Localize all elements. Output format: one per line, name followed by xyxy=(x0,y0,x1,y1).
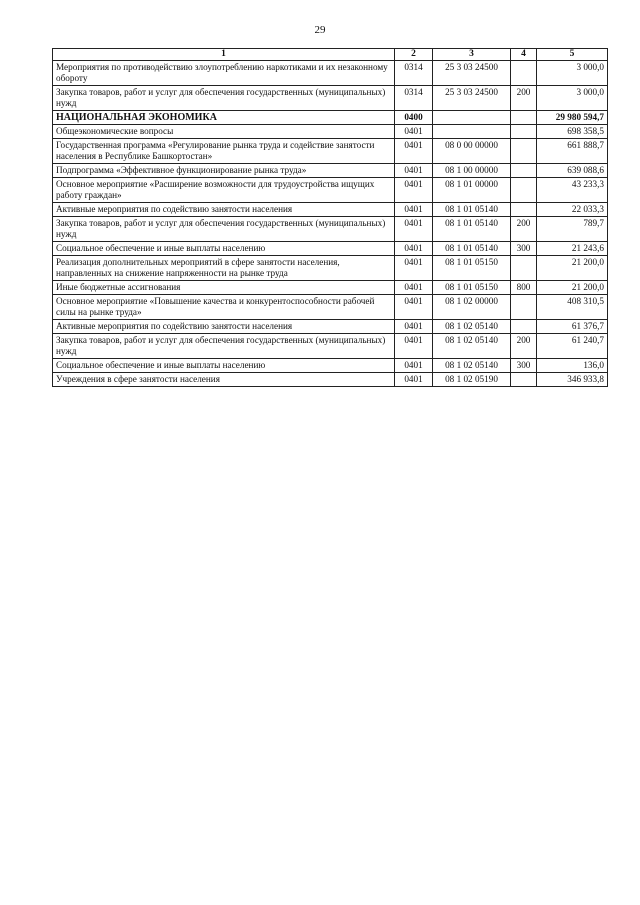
table-row xyxy=(53,111,608,125)
row-name-cell: НАЦИОНАЛЬНАЯ ЭКОНОМИКА xyxy=(53,111,395,125)
row-amount-cell: 661 888,7 xyxy=(537,139,608,164)
row-name-cell: Закупка товаров, работ и услуг для обеспечения государственных (муниципальных) нужд xyxy=(53,86,395,111)
row-section-cell: 0401 xyxy=(395,281,433,295)
row-target-article-cell: 08 0 00 00000 xyxy=(433,139,511,164)
row-name-cell: Подпрограмма «Эффективное функционирование рынка труда» xyxy=(53,164,395,178)
row-section-cell: 0401 xyxy=(395,320,433,334)
table-row xyxy=(53,373,608,387)
row-amount-cell: 22 033,3 xyxy=(537,203,608,217)
row-name-cell: Закупка товаров, работ и услуг для обеспечения государственных (муниципальных) нужд xyxy=(53,217,395,242)
row-amount-cell: 29 980 594,7 xyxy=(537,111,608,125)
row-name-cell: Учреждения в сфере занятости населения xyxy=(53,373,395,387)
table-row xyxy=(53,61,608,86)
table-row xyxy=(53,164,608,178)
row-name-cell: Иные бюджетные ассигнования xyxy=(53,281,395,295)
row-section-cell: 0401 xyxy=(395,373,433,387)
row-target-article-cell: 08 1 01 05140 xyxy=(433,203,511,217)
row-target-article-cell: 08 1 02 05140 xyxy=(433,320,511,334)
row-name-cell: Активные мероприятия по содействию занятости населения xyxy=(53,320,395,334)
row-expense-type-cell xyxy=(511,256,537,281)
row-target-article-cell xyxy=(433,111,511,125)
row-name-cell: Основное мероприятие «Расширение возможности для трудоустройства ищущих работу граждан» xyxy=(53,178,395,203)
column-header-expense-type: 4 xyxy=(511,49,537,61)
table-row xyxy=(53,139,608,164)
row-section-cell: 0401 xyxy=(395,295,433,320)
row-section-cell: 0401 xyxy=(395,359,433,373)
row-name-cell: Социальное обеспечение и иные выплаты населению xyxy=(53,359,395,373)
row-expense-type-cell xyxy=(511,61,537,86)
column-header-amount: 5 xyxy=(537,49,608,61)
row-target-article-cell: 08 1 02 05140 xyxy=(433,359,511,373)
row-name-cell: Общеэкономические вопросы xyxy=(53,125,395,139)
row-expense-type-cell xyxy=(511,295,537,320)
table-row xyxy=(53,256,608,281)
row-target-article-cell: 25 3 03 24500 xyxy=(433,61,511,86)
row-amount-cell: 639 088,6 xyxy=(537,164,608,178)
row-amount-cell: 43 233,3 xyxy=(537,178,608,203)
row-name-cell: Государственная программа «Регулирование рынка труда и содействие занятости населения в Республике Башкортостан» xyxy=(53,139,395,164)
row-amount-cell: 789,7 xyxy=(537,217,608,242)
row-section-cell: 0314 xyxy=(395,86,433,111)
row-expense-type-cell xyxy=(511,125,537,139)
row-expense-type-cell: 800 xyxy=(511,281,537,295)
row-target-article-cell xyxy=(433,125,511,139)
row-expense-type-cell xyxy=(511,111,537,125)
row-amount-cell: 408 310,5 xyxy=(537,295,608,320)
row-expense-type-cell: 200 xyxy=(511,86,537,111)
table-row xyxy=(53,242,608,256)
row-section-cell: 0401 xyxy=(395,125,433,139)
budget-table xyxy=(52,48,608,387)
row-amount-cell: 136,0 xyxy=(537,359,608,373)
row-section-cell: 0401 xyxy=(395,217,433,242)
table-row xyxy=(53,334,608,359)
row-expense-type-cell xyxy=(511,164,537,178)
table-row xyxy=(53,178,608,203)
row-name-cell: Реализация дополнительных мероприятий в сфере занятости населения, направленных на снижение напряженности на рынке труда xyxy=(53,256,395,281)
row-section-cell: 0401 xyxy=(395,139,433,164)
column-header-name: 1 xyxy=(53,49,395,61)
row-amount-cell: 21 200,0 xyxy=(537,256,608,281)
row-expense-type-cell: 200 xyxy=(511,334,537,359)
row-amount-cell: 61 376,7 xyxy=(537,320,608,334)
page-number: 29 xyxy=(314,24,326,36)
table-row xyxy=(53,281,608,295)
table-row xyxy=(53,203,608,217)
table-row xyxy=(53,217,608,242)
table-row xyxy=(53,359,608,373)
row-section-cell: 0401 xyxy=(395,242,433,256)
table-body xyxy=(53,61,608,387)
table-row xyxy=(53,320,608,334)
table-row xyxy=(53,86,608,111)
row-expense-type-cell: 300 xyxy=(511,359,537,373)
row-amount-cell: 61 240,7 xyxy=(537,334,608,359)
column-header-section: 2 xyxy=(395,49,433,61)
row-section-cell: 0314 xyxy=(395,61,433,86)
table-row xyxy=(53,125,608,139)
row-section-cell: 0401 xyxy=(395,164,433,178)
row-name-cell: Основное мероприятие «Повышение качества и конкурентоспособности рабочей силы на рынке труда» xyxy=(53,295,395,320)
row-target-article-cell: 08 1 01 05140 xyxy=(433,242,511,256)
row-amount-cell: 698 358,5 xyxy=(537,125,608,139)
row-expense-type-cell: 300 xyxy=(511,242,537,256)
row-name-cell: Активные мероприятия по содействию занятости населения xyxy=(53,203,395,217)
row-target-article-cell: 08 1 01 00000 xyxy=(433,178,511,203)
row-name-cell: Закупка товаров, работ и услуг для обеспечения государственных (муниципальных) нужд xyxy=(53,334,395,359)
row-amount-cell: 21 200,0 xyxy=(537,281,608,295)
row-target-article-cell: 08 1 02 05190 xyxy=(433,373,511,387)
row-target-article-cell: 08 1 01 05140 xyxy=(433,217,511,242)
row-name-cell: Мероприятия по противодействию злоупотреблению наркотиками и их незаконному обороту xyxy=(53,61,395,86)
row-expense-type-cell xyxy=(511,178,537,203)
row-amount-cell: 3 000,0 xyxy=(537,61,608,86)
row-expense-type-cell xyxy=(511,203,537,217)
row-target-article-cell: 08 1 01 05150 xyxy=(433,281,511,295)
row-amount-cell: 3 000,0 xyxy=(537,86,608,111)
row-amount-cell: 21 243,6 xyxy=(537,242,608,256)
row-target-article-cell: 08 1 01 05150 xyxy=(433,256,511,281)
row-expense-type-cell xyxy=(511,139,537,164)
row-target-article-cell: 08 1 00 00000 xyxy=(433,164,511,178)
column-header-target-article: 3 xyxy=(433,49,511,61)
row-target-article-cell: 25 3 03 24500 xyxy=(433,86,511,111)
row-target-article-cell: 08 1 02 00000 xyxy=(433,295,511,320)
row-section-cell: 0401 xyxy=(395,178,433,203)
row-expense-type-cell: 200 xyxy=(511,217,537,242)
row-amount-cell: 346 933,8 xyxy=(537,373,608,387)
row-target-article-cell: 08 1 02 05140 xyxy=(433,334,511,359)
row-expense-type-cell xyxy=(511,373,537,387)
table-header-row xyxy=(53,49,608,61)
row-name-cell: Социальное обеспечение и иные выплаты населению xyxy=(53,242,395,256)
row-section-cell: 0401 xyxy=(395,334,433,359)
row-section-cell: 0400 xyxy=(395,111,433,125)
table-row xyxy=(53,295,608,320)
row-section-cell: 0401 xyxy=(395,203,433,217)
row-expense-type-cell xyxy=(511,320,537,334)
row-section-cell: 0401 xyxy=(395,256,433,281)
